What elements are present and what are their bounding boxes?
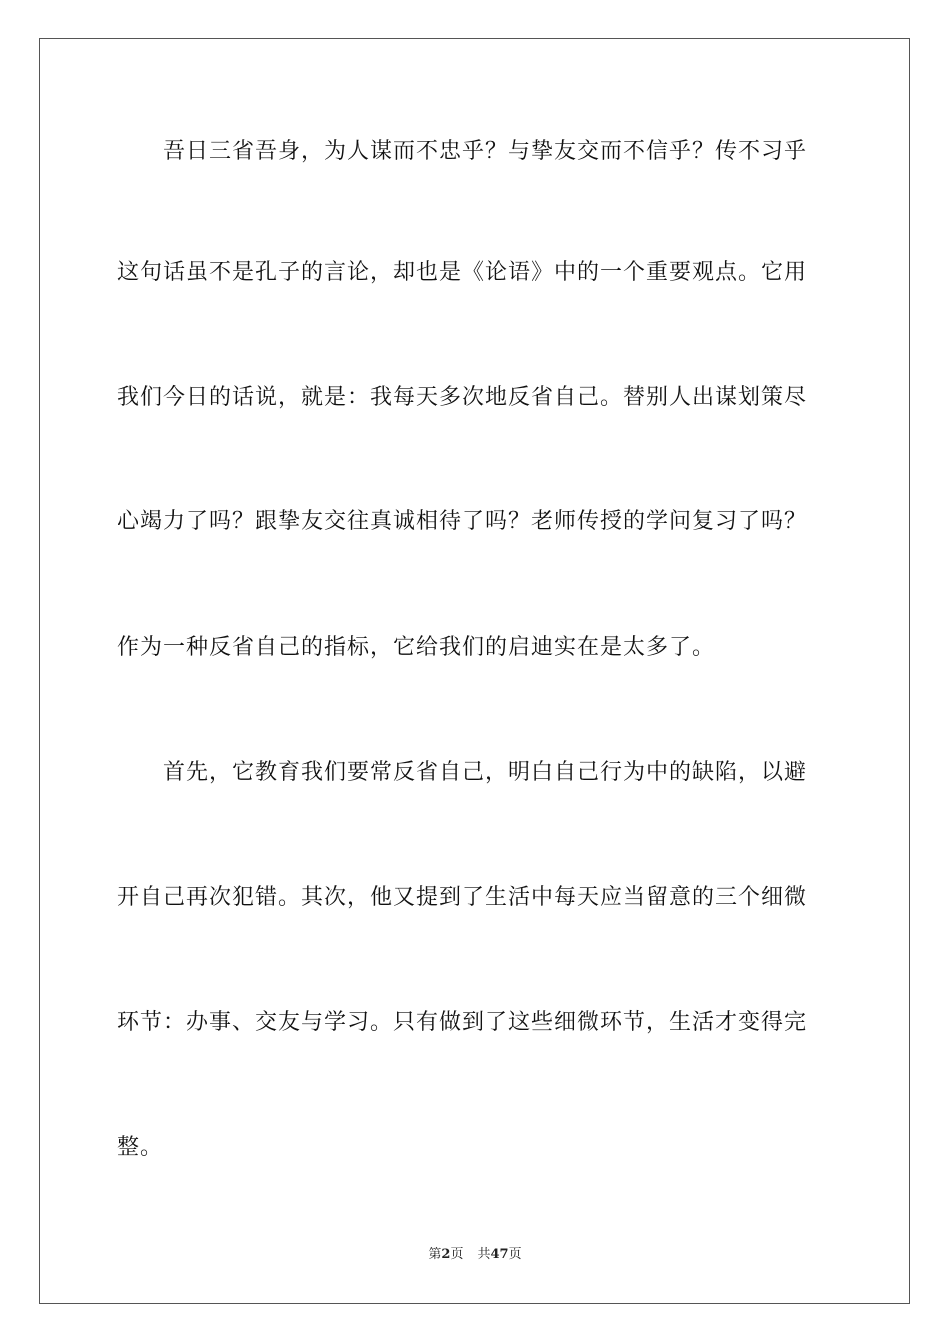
current-page-number: 2 xyxy=(441,1247,451,1262)
total-page-count: 47 xyxy=(490,1247,509,1262)
paragraph-line: 环节：办事、交友与学习。只有做到了这些细微环节，生活才变得完 xyxy=(117,1010,808,1035)
page-frame xyxy=(39,38,910,1304)
paragraph-line: 作为一种反省自己的指标，它给我们的启迪实在是太多了。 xyxy=(117,635,716,660)
paragraph-line: 吾日三省吾身，为人谋而不忠乎？与挚友交而不信乎？传不习乎 xyxy=(163,139,808,164)
footer-page-suffix: 页 xyxy=(450,1247,464,1262)
footer-total-prefix: 共 xyxy=(477,1247,491,1262)
page-footer xyxy=(0,1246,950,1264)
paragraph-line: 开自己再次犯错。其次，他又提到了生活中每天应当留意的三个细微 xyxy=(117,885,808,910)
footer-total-suffix: 页 xyxy=(508,1247,522,1262)
paragraph-line: 这句话虽不是孔子的言论，却也是《论语》中的一个重要观点。它用 xyxy=(117,260,808,285)
paragraph-line: 整。 xyxy=(117,1135,164,1160)
paragraph-line: 首先，它教育我们要常反省自己，明白自己行为中的缺陷，以避 xyxy=(163,760,808,785)
paragraph-line: 我们今日的话说，就是：我每天多次地反省自己。替别人出谋划策尽 xyxy=(117,385,808,410)
paragraph-line: 心竭力了吗？跟挚友交往真诚相待了吗？老师传授的学问复习了吗？ xyxy=(117,509,808,534)
footer-prefix: 第 xyxy=(428,1247,442,1262)
